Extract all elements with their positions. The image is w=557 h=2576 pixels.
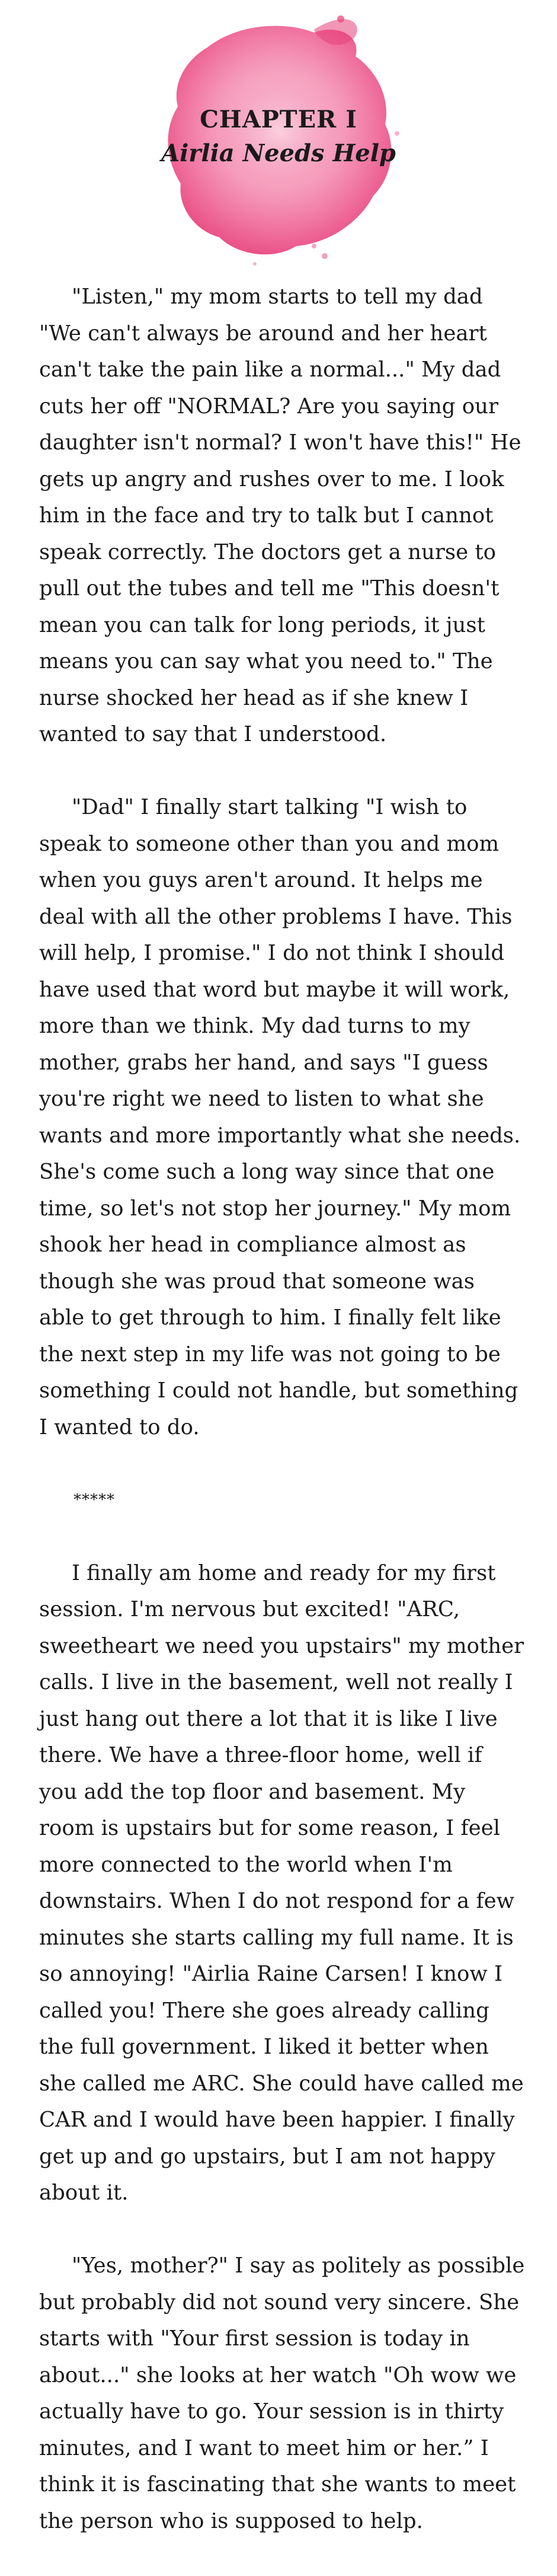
splash-drop	[312, 244, 316, 248]
chapter-title: Airlia Needs Help	[161, 139, 396, 167]
chapter-header	[136, 12, 421, 273]
story-paragraph: "Listen," my mom starts to tell my dad "We can't always be around and her heart can't take the pain like a normal..." My dad cuts her off "NORMAL? Are you saying our daughter isn't normal? I won't have this!" He gets up angry and rushes over to me. I look him in the face and try to talk but I cannot speak correctly. The doctors get a nurse to pull out the tubes and tell me "This doesn't mean you can talk for long periods, it just means you can say what you need to." The nurse shocked her head as if she knew I wanted to say that I understood.	[39, 285, 521, 746]
splash-drop	[322, 253, 328, 259]
splash-drop	[190, 71, 196, 77]
story-paragraph: "Dad" I finally start talking "I wish to speak to someone other than you and mom when you guys aren't around. It helps me deal with all the other problems I have. This will help, I promise." I do not think I should have used that word but maybe it will work, more than we think. My dad turns to my mother, grabs her hand, and says "I guess you're right we need to listen to what she wants and more importantly what she needs. She's come such a long way since that one time, so let's not stop her journey." My mom shook her head in compliance almost as though she was proud that someone was able to get through to him. I finally felt like the next step in my life was not going to be something I could not handle, but something I wanted to do.	[39, 795, 521, 1439]
splash-drop	[337, 15, 344, 23]
story-paragraph: I finally am home and ready for my first session. I'm nervous but excited! "ARC, sweetheart we need you upstairs" my mother calls. I live in the basement, well not really I just hang out there a lot that it is like I live there. We have a three-floor home, well if you add the top floor and basement. My room is upstairs but for some reason, I feel more connected to the world when I'm downstairs. When I do not respond for a few minutes she starts calling my full name. It is so annoying! "Airlia Raine Carsen! I know I called you! There she goes already calling the full government. I liked it better when she called me ARC. She could have called me CAR and I would have been happier. I finally get up and go upstairs, but I am not happy about it.	[39, 1560, 524, 2205]
splash-drop	[253, 262, 257, 266]
story-paragraph: "Yes, mother?" I say as politely as possible but probably did not sound very sincere. She starts with "Your first session is today in about..." she looks at her watch "Oh wow we actually have to go. Your session is in thirty minutes, and I want to meet him or her.” I think it is fascinating that she wants to meet the person who is supposed to help.	[39, 2253, 525, 2533]
section-divider: *****	[73, 1490, 115, 1509]
chapter-label: CHAPTER I	[200, 106, 357, 133]
story-text	[39, 279, 525, 2576]
chapter-title-block	[136, 104, 421, 171]
